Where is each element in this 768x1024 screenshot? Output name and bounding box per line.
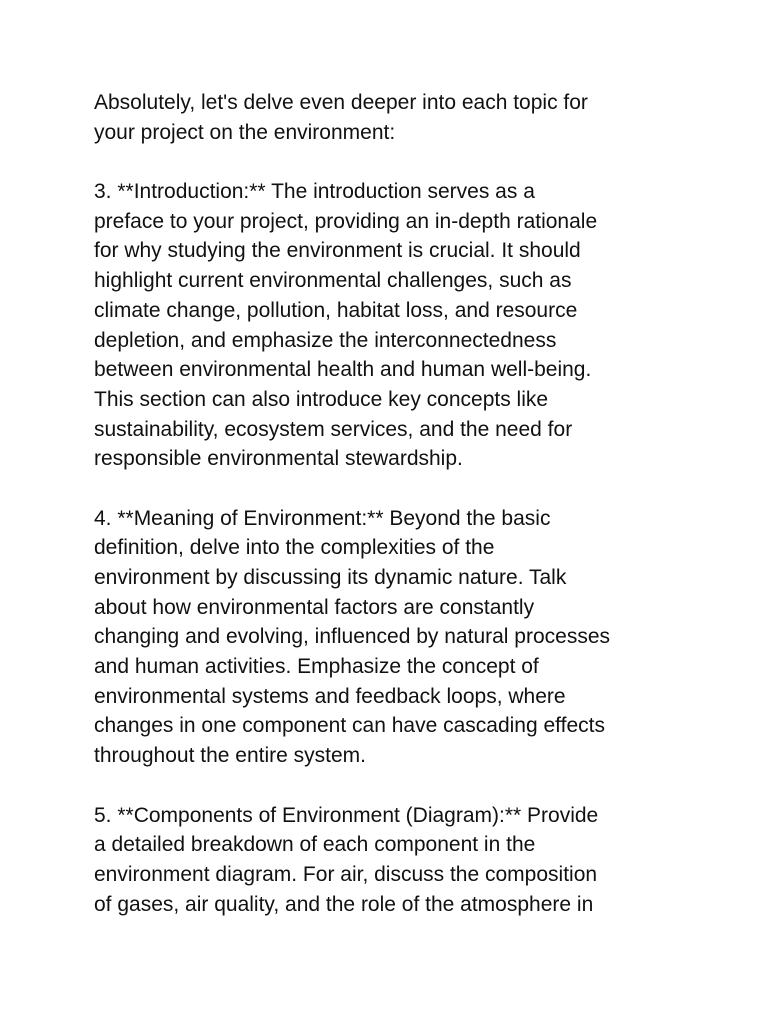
text-line: of gases, air quality, and the role of the atmosphere in [94, 892, 594, 916]
text-line: about how environmental factors are constantly [94, 595, 535, 619]
text-line: sustainability, ecosystem services, and the need for [94, 417, 573, 441]
paragraph-gap [94, 771, 694, 801]
text-line: environment diagram. For air, discuss the composition [94, 862, 598, 886]
text-line: highlight current environmental challenges, such as [94, 269, 572, 293]
text-line: changes in one component can have cascading effects [94, 714, 605, 738]
text-line: environmental systems and feedback loops, where [94, 684, 566, 708]
introduction-paragraph [94, 177, 694, 474]
text-line: your project on the environment: [94, 120, 396, 144]
text-line: environment by discussing its dynamic nature. Talk [94, 566, 567, 589]
text-line: changing and evolving, influenced by natural processes [94, 625, 611, 649]
intro-paragraph [94, 88, 694, 147]
text-line: climate change, pollution, habitat loss, and resource [94, 298, 578, 322]
text-line: Absolutely, let's delve even deeper into each topic for [94, 91, 588, 114]
text-line: preface to your project, providing an in-depth rationale [94, 209, 598, 233]
text-line: responsible environmental stewardship. [94, 447, 463, 471]
meaning-paragraph [94, 504, 694, 771]
text-line: 5. **Components of Environment (Diagram):** Provide [94, 803, 599, 827]
document-body [94, 88, 694, 919]
text-line: between environmental health and human well-being. [94, 358, 592, 382]
text-line: 4. **Meaning of Environment:** Beyond the basic [94, 506, 551, 530]
text-line: throughout the entire system. [94, 744, 366, 768]
paragraph-gap [94, 147, 694, 177]
text-line: definition, delve into the complexities of the [94, 536, 495, 560]
text-line: This section can also introduce key concepts like [94, 387, 549, 411]
text-line: and human activities. Emphasize the concept of [94, 655, 539, 679]
text-line: 3. **Introduction:** The introduction serves as a [94, 180, 535, 204]
text-line: for why studying the environment is crucial. It should [94, 239, 581, 263]
components-paragraph [94, 801, 694, 920]
paragraph-gap [94, 474, 694, 504]
text-line: depletion, and emphasize the interconnectedness [94, 328, 557, 352]
text-line: a detailed breakdown of each component in the [94, 833, 536, 857]
